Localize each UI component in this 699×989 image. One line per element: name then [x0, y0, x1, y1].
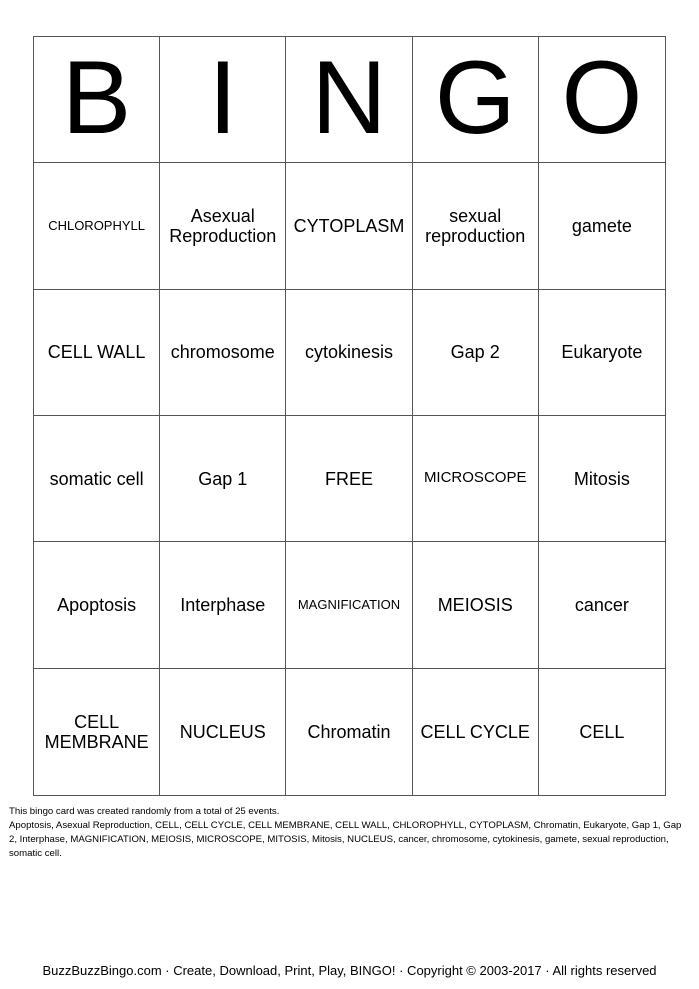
bingo-square: Gap 2: [413, 290, 539, 416]
bingo-square: Apoptosis: [34, 542, 160, 668]
bingo-square: sexual reproduction: [413, 163, 539, 289]
bingo-square: MAGNIFICATION: [286, 542, 412, 668]
bingo-square: Chromatin: [286, 669, 412, 795]
bingo-square: CELL WALL: [34, 290, 160, 416]
bingo-square: Gap 1: [160, 416, 286, 542]
bingo-square: CHLOROPHYLL: [34, 163, 160, 289]
header-letter-g: G: [413, 37, 539, 163]
bingo-square: Interphase: [160, 542, 286, 668]
bingo-square: MEIOSIS: [413, 542, 539, 668]
bingo-square: CYTOPLASM: [286, 163, 412, 289]
bingo-square: CELL MEMBRANE: [34, 669, 160, 795]
bingo-square: MICROSCOPE: [413, 416, 539, 542]
bingo-square: somatic cell: [34, 416, 160, 542]
bingo-square: CELL: [579, 721, 625, 742]
bingo-square: NUCLEUS: [160, 669, 286, 795]
header-letter-n: N: [286, 37, 412, 163]
bingo-card: [33, 36, 666, 796]
header-letter-b: B: [34, 37, 160, 163]
card-notes: [9, 805, 689, 861]
site-footer: BuzzBuzzBingo.com · Create, Download, Print, Play, BINGO! · Copyright © 2003-2017 · All rights reserved: [42, 963, 657, 978]
free-square: FREE: [286, 416, 412, 542]
creation-note: This bingo card was created randomly from a total of 25 events.: [9, 806, 280, 817]
event-list: Apoptosis, Asexual Reproduction, CELL, CELL CYCLE, CELL MEMBRANE, CELL WALL, CHLOROPHYLL, CYTOPLASM, Chromatin, Eukaryote, Gap 1, Gap 2, Interphase, MAGNIFICATION, MEIOSIS, MICROSCOPE, MITOSIS, Mitosis, NUCLEUS, cancer, chromosome, cytokinesis, gamete, sexual reproduction, somatic cell.: [9, 819, 682, 859]
bingo-square: cancer: [539, 542, 665, 668]
bingo-square: Asexual Reproduction: [160, 163, 286, 289]
header-letter-o: O: [539, 37, 665, 163]
bingo-square: Eukaryote: [539, 290, 665, 416]
bingo-square: chromosome: [160, 290, 286, 416]
bingo-square: cytokinesis: [286, 290, 412, 416]
bingo-square: CELL CYCLE: [413, 669, 539, 795]
header-letter-i: I: [160, 37, 286, 163]
bingo-square: Mitosis: [539, 416, 665, 542]
bingo-square: gamete: [539, 163, 665, 289]
